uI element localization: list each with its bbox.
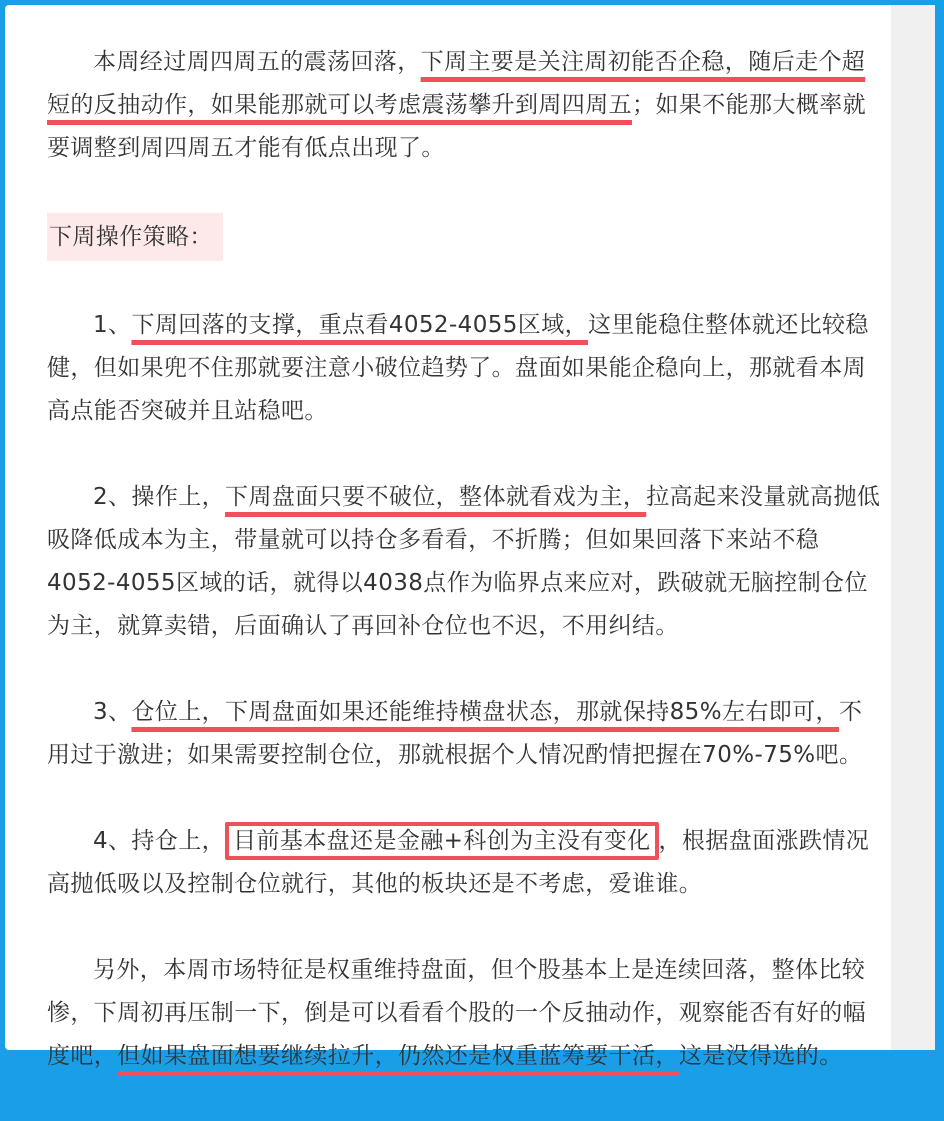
point-number: 3、 (93, 699, 132, 725)
underlined-highlight: 仓位上，下周盘面如果还能维持横盘状态，那就保持85%左右即可， (131, 699, 839, 725)
point-text: 不用过于激进；如果需要控制仓位，那就根据个人情况酌情把握在70%-75%吧。 (47, 699, 863, 768)
intro-text-tail: ；如果不能那大概率就要调整到周四周五才能有低点出现了。 (47, 92, 866, 161)
point-1-paragraph (47, 304, 881, 433)
point-number: 4、持仓上， (93, 828, 226, 854)
scroll-gutter[interactable] (891, 5, 935, 1050)
point-text: 拉高起来没量就高抛低吸降低成本为主，带量就可以持仓多看看，不折腾；但如果回落下来站不稳4052-4055区域的话，就得以4038点作为临界点来应对，跌破就无脑控制仓位为主，就算卖错，后面确认了再回补仓位也不迟，不用纠结。 (47, 484, 881, 639)
point-3-paragraph (47, 691, 881, 777)
point-number: 2、操作上， (93, 484, 226, 510)
underlined-highlight: 但如果盘面想要继续拉升，仍然还是权重蓝筹要干活， (117, 1043, 679, 1069)
underlined-highlight: 下周主要是关注周初能否企稳，随后走个超短的反抽动作，如果能那就可以考虑震荡攀升到周四周五 (47, 49, 866, 118)
boxed-highlight: 目前基本盘还是金融+科创为主没有变化 (225, 822, 658, 860)
intro-paragraph (47, 41, 881, 170)
point-number: 1、 (93, 312, 132, 338)
strategy-heading: 下周操作策略： (47, 213, 223, 261)
closing-text-tail: 这是没得选的。 (678, 1043, 843, 1069)
point-text: 这里能稳住整体就还比较稳健，但如果兜不住那就要注意小破位趋势了。盘面如果能企稳向上，那就看本周高点能否突破并且站稳吧。 (47, 312, 869, 424)
closing-paragraph (47, 949, 881, 1078)
underlined-highlight: 下周回落的支撑，重点看4052-4055区域， (131, 312, 589, 338)
article-frame (5, 5, 935, 1069)
closing-text: 另外，本周市场特征是权重维持盘面，但个股基本上是连续回落，整体比较惨，下周初再压制一下，倒是可以看看个股的一个反抽动作，观察能否有好的幅度吧， (47, 957, 866, 1069)
underlined-highlight: 下周盘面只要不破位，整体就看戏为主， (225, 484, 647, 510)
article-body (47, 41, 881, 1121)
point-4-paragraph (47, 820, 881, 906)
point-2-paragraph (47, 476, 881, 648)
intro-text: 本周经过周四周五的震荡回落， (93, 49, 421, 75)
point-text: ，根据盘面涨跌情况高抛低吸以及控制仓位就行，其他的板块还是不考虑，爱谁谁。 (47, 828, 870, 897)
